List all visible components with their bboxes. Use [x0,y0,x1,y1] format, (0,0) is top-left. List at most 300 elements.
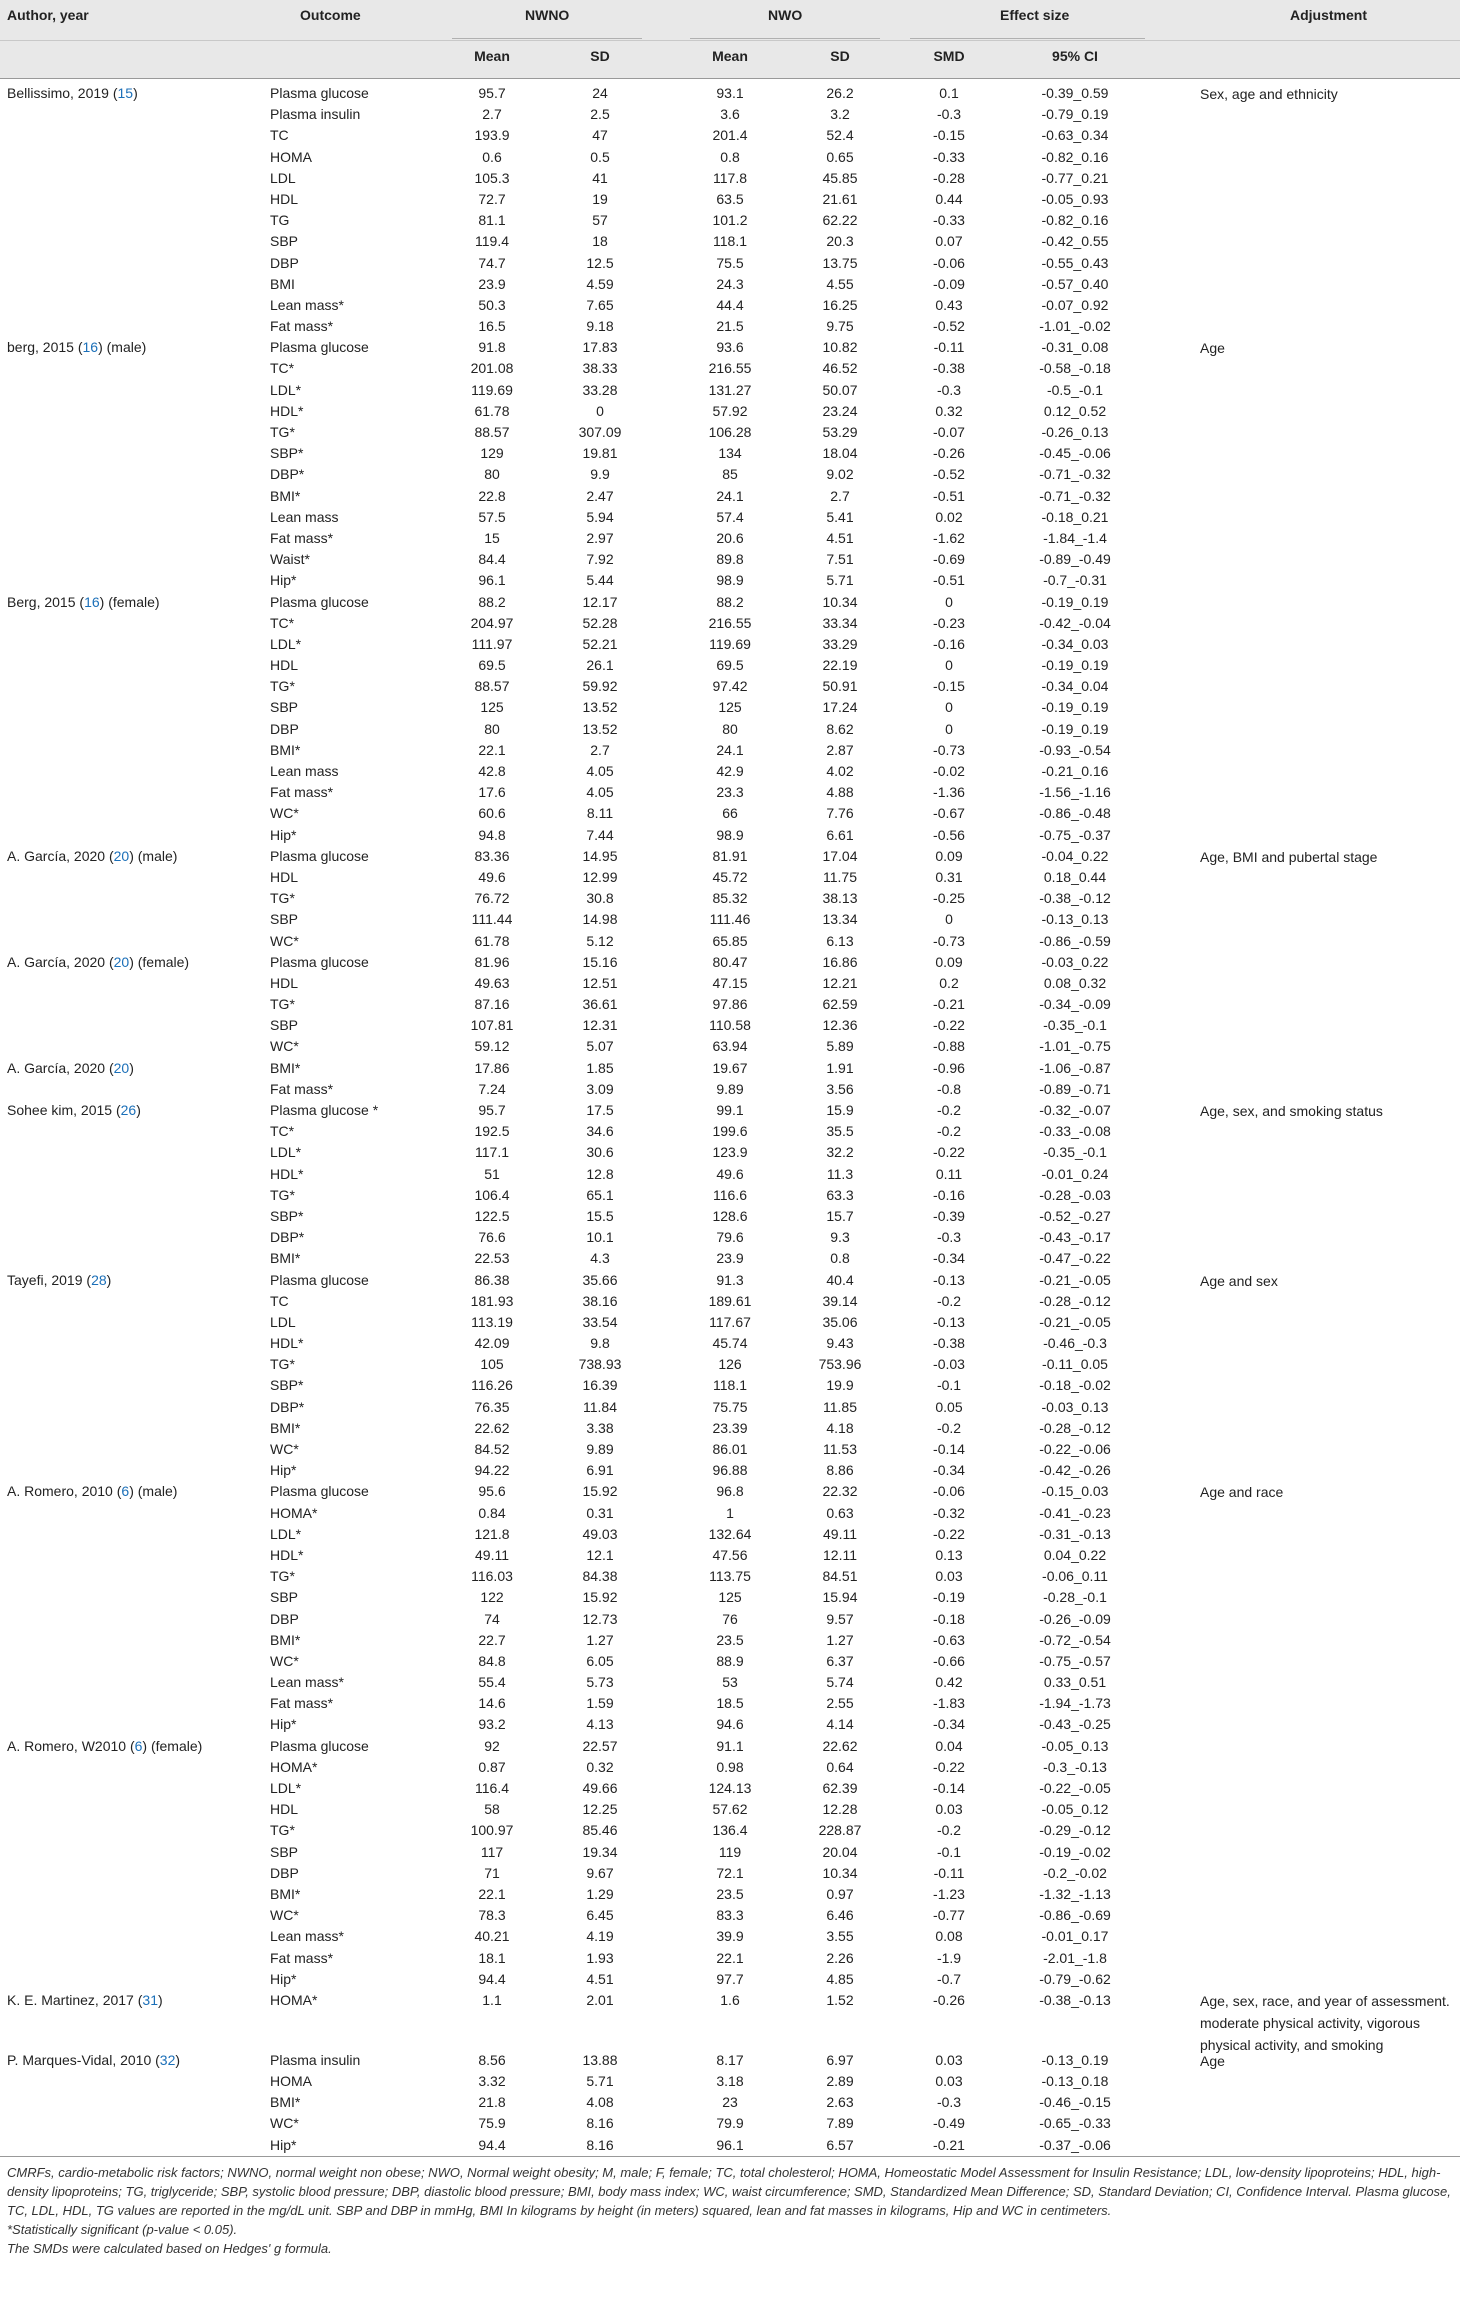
ci-cell: -0.43_-0.17 [1039,1229,1111,1246]
nwno-sd-cell: 19 [592,190,608,207]
nwno-mean-cell: 192.5 [474,1123,510,1140]
effect-underline [910,38,1145,39]
outcome-cell: TG* [270,1356,295,1373]
ci-cell: -0.01_0.24 [1041,1165,1109,1182]
ci-cell: -0.77_0.21 [1041,169,1109,186]
nwo-mean-cell: 57.62 [712,1801,748,1818]
nwo-mean-cell: 63.94 [712,1038,748,1055]
ci-cell: -0.89_-0.71 [1039,1080,1111,1097]
table-row [0,867,1460,888]
nwno-sd-cell: 8.11 [586,805,614,822]
outcome-cell: TG [270,212,290,229]
table-row [0,592,1460,613]
adjustment-cell: Age [1200,2052,1225,2069]
nwno-mean-cell: 87.16 [474,996,510,1013]
ci-cell: -0.06_0.11 [1042,1568,1108,1585]
outcome-cell: BMI* [270,1419,301,1436]
smd-cell: -0.39 [933,1207,965,1224]
nwo-mean-cell: 23 [722,2094,738,2111]
nwo-sd-cell: 21.61 [822,190,858,207]
nwo-mean-cell: 9.89 [716,1080,744,1097]
smd-cell: -0.07 [933,424,965,440]
nwo-mean-cell: 21.5 [716,318,744,335]
nwo-sd-cell: 17.04 [822,847,858,864]
reference-link[interactable]: 26 [120,1102,137,1118]
table-row [0,337,1460,358]
nwno-sd-cell: 15.16 [582,953,618,970]
smd-cell: 0.04 [935,1737,963,1754]
reference-link[interactable]: 31 [142,1991,158,2008]
nwo-mean-cell: 45.72 [712,868,748,885]
smd-cell: 0.31 [935,868,963,885]
table-row [0,274,1460,295]
nwo-sd-cell: 35.5 [826,1123,854,1140]
nwo-mean-cell: 69.5 [716,657,744,674]
nwo-mean-cell: 3.18 [716,2073,744,2090]
nwo-mean-cell: 23.39 [712,1419,748,1436]
nwo-sd-cell: 6.61 [826,826,854,843]
nwo-mean-cell: 119.69 [709,635,751,652]
smd-cell: 0 [945,657,953,674]
nwo-mean-cell: 132.64 [708,1525,752,1542]
nwno-mean-cell: 2.7 [482,106,502,123]
author-text: P. Marques-Vidal, 2010 ( [7,2051,160,2068]
nwo-mean-cell: 99.1 [716,1102,744,1118]
outcome-cell: Hip* [270,1716,297,1733]
nwno-mean-cell: 93.2 [478,1716,506,1733]
nwno-sd-cell: 2.97 [586,529,614,546]
smd-cell: -0.13 [933,1313,965,1330]
table-row [0,973,1460,994]
nwo-sd-cell: 7.76 [826,805,854,822]
nwno-sd-cell: 33.54 [582,1313,618,1330]
nwo-mean-cell: 88.9 [716,1652,744,1669]
smd-cell: -0.34 [933,1250,965,1267]
smd-cell: -0.2 [936,1419,962,1436]
ci-cell: -0.47_-0.22 [1039,1250,1111,1267]
outcome-cell: TC* [270,1123,295,1140]
nwno-sd-cell: 49.66 [582,1780,618,1796]
nwo-mean-cell: 3.6 [720,106,740,123]
nwno-mean-cell: 49.11 [475,1546,509,1563]
smd-cell: 0 [945,593,953,610]
ci-cell: -0.03_0.13 [1041,1398,1109,1415]
smd-cell: -0.11 [933,339,965,356]
outcome-cell: LDL* [270,1525,302,1542]
ci-cell: -0.15_0.03 [1041,1483,1109,1500]
author-text: berg, 2015 ( [7,339,83,356]
author-text: Sohee kim, 2015 ( [7,1102,121,1118]
nwno-mean-cell: 111.97 [471,635,513,652]
smd-cell: -0.51 [933,487,965,504]
nwo-mean-cell: 89.8 [716,551,744,568]
table-row [0,316,1460,337]
nwo-sd-cell: 45.85 [822,169,858,186]
nwo-sd-cell: 5.74 [826,1674,854,1691]
outcome-cell: Hip* [270,826,297,843]
nwo-sd-cell: 53.29 [822,424,858,440]
nwno-sd-cell: 3.09 [586,1080,614,1097]
ci-cell: -0.28_-0.1 [1043,1589,1107,1606]
nwo-sd-cell: 4.88 [826,784,854,801]
ci-cell: -0.79_-0.62 [1039,1970,1111,1987]
outcome-cell: Fat mass* [270,1695,334,1712]
ci-cell: -0.89_-0.49 [1039,551,1111,568]
reference-link[interactable]: 32 [159,2051,176,2068]
smd-cell: 0.43 [935,296,963,313]
ci-cell: -1.84_-1.4 [1043,529,1107,546]
nwno-mean-cell: 8.56 [478,2051,506,2068]
nwo-sd-cell: 33.34 [822,614,858,631]
nwno-sd-cell: 22.57 [582,1737,618,1754]
reference-link[interactable]: 20 [113,953,130,970]
ci-cell: -0.03_0.22 [1041,953,1109,970]
smd-cell: -0.38 [933,1335,965,1352]
nwno-mean-cell: 81.96 [474,953,510,970]
nwno-sd-cell: 5.12 [586,932,614,949]
outcome-cell: BMI* [270,741,301,758]
nwno-mean-cell: 94.4 [478,2136,506,2153]
outcome-cell: WC* [270,2115,299,2132]
nwno-mean-cell: 61.78 [474,932,510,949]
nwno-mean-cell: 105.3 [474,169,510,186]
outcome-cell: Fat mass* [270,529,334,546]
nwno-sd-cell: 0.32 [586,1758,614,1775]
nwo-mean-cell: 128.6 [712,1207,748,1224]
nwo-sd-cell: 3.2 [830,106,850,123]
smd-cell: -0.63 [933,1631,965,1648]
nwo-sd-cell: 753.96 [818,1356,862,1373]
nwo-sd-cell: 10.34 [822,1864,858,1881]
study-author [7,1481,177,1502]
reference-link[interactable]: 20 [113,1059,130,1076]
ci-cell: -0.26_-0.09 [1039,1610,1111,1627]
ci-cell: -0.19_0.19 [1041,593,1109,610]
nwno-mean-cell: 94.4 [478,1970,506,1987]
outcome-cell: Lean mass* [270,296,344,313]
outcome-cell: HDL [270,974,299,991]
outcome-cell: Plasma glucose [270,1737,369,1754]
ci-cell: -0.35_-0.1 [1043,1144,1107,1161]
ci-cell: -0.21_-0.05 [1039,1313,1111,1330]
nwo-mean-cell: 19.67 [712,1059,748,1076]
table-row [0,1100,1460,1121]
outcome-cell: HDL* [270,1335,304,1352]
header-sd-nwno: SD [590,48,610,64]
nwno-mean-cell: 181.93 [470,1292,514,1309]
ci-cell: -0.13_0.13 [1041,911,1109,928]
nwo-sd-cell: 4.51 [826,529,854,546]
nwo-mean-cell: 49.6 [716,1165,744,1182]
table-row [0,1354,1460,1375]
nwno-mean-cell: 7.24 [478,1080,506,1097]
table-row [0,1206,1460,1227]
nwo-mean-cell: 97.42 [712,678,748,695]
smd-cell: 0.09 [935,953,963,970]
nwo-sd-cell: 22.62 [822,1737,858,1754]
ci-cell: -0.5_-0.1 [1046,381,1104,398]
table-row [0,846,1460,867]
nwo-sd-cell: 22.32 [822,1483,858,1500]
nwno-sd-cell: 7.92 [586,551,614,568]
author-suffix: ) [136,1102,141,1118]
nwo-mean-cell: 23.5 [716,1885,744,1902]
nwo-sd-cell: 12.11 [823,1546,857,1563]
nwo-sd-cell: 4.02 [826,763,854,779]
smd-cell: 0.02 [935,508,963,525]
table-row [0,931,1460,952]
smd-cell: -0.69 [933,551,965,568]
ci-cell: -0.46_-0.15 [1039,2094,1111,2111]
table-body [0,79,1460,2156]
outcome-cell: Plasma insulin [270,106,361,123]
nwo-mean-cell: 94.6 [716,1716,744,1733]
smd-cell: -0.34 [933,1716,965,1733]
nwo-sd-cell: 16.86 [822,953,858,970]
nwno-mean-cell: 116.4 [475,1780,509,1796]
smd-cell: -0.22 [933,1144,965,1161]
table-row [0,1926,1460,1947]
reference-link[interactable]: 20 [113,847,130,864]
table-row [0,1248,1460,1269]
smd-cell: -0.38 [933,360,965,377]
nwno-sd-cell: 57 [592,212,608,229]
smd-cell: -0.18 [933,1610,965,1627]
nwo-mean-cell: 98.9 [716,826,744,843]
author-text: A. Romero, W2010 ( [7,1737,135,1754]
nwno-sd-cell: 12.73 [582,1610,618,1627]
smd-cell: -0.09 [933,275,965,292]
outcome-cell: Waist* [270,551,310,568]
reference-link[interactable]: 15 [117,85,134,101]
nwno-sd-cell: 59.92 [582,678,618,695]
nwo-sd-cell: 2.55 [826,1695,854,1712]
table-row [0,570,1460,591]
header-mean-nwno: Mean [474,48,510,64]
table-row [0,1142,1460,1163]
ci-cell: -0.11_0.05 [1042,1356,1108,1373]
nwno-sd-cell: 8.16 [586,2136,614,2153]
nwno-mean-cell: 122 [480,1589,504,1606]
ci-cell: -0.3_-0.13 [1043,1758,1107,1775]
table-row [0,1375,1460,1396]
nwno-mean-cell: 50.3 [478,296,506,313]
nwno-mean-cell: 21.8 [478,2094,506,2111]
smd-cell: -0.3 [936,381,962,398]
nwo-sd-cell: 33.29 [822,635,858,652]
smd-cell: -0.11 [933,1864,965,1881]
nwo-mean-cell: 75.5 [716,254,744,271]
table-row [0,1630,1460,1651]
study-author [7,1736,202,1757]
table-row [0,1969,1460,1990]
table-row [0,1481,1460,1502]
smd-cell: -0.34 [933,1462,965,1479]
outcome-cell: TG* [270,424,295,440]
nwo-mean-cell: 72.1 [716,1864,744,1881]
nwno-mean-cell: 117 [480,1843,504,1860]
outcome-cell: WC* [270,805,299,822]
smd-cell: -0.88 [933,1038,965,1055]
ci-cell: -0.42_0.55 [1041,233,1109,250]
smd-cell: 0.05 [935,1398,963,1415]
table-row [0,2071,1460,2092]
ci-cell: -0.82_0.16 [1041,148,1109,165]
ci-cell: -0.71_-0.32 [1039,466,1111,483]
nwo-mean-cell: 126 [718,1356,742,1373]
nwno-mean-cell: 75.9 [478,2115,506,2132]
nwo-sd-cell: 62.22 [822,212,858,229]
outcome-cell: BMI [270,275,295,292]
author-text: Tayefi, 2019 ( [7,1271,92,1288]
ci-cell: -0.41_-0.23 [1039,1504,1111,1521]
nwno-mean-cell: 119.69 [471,381,513,398]
table-row [0,189,1460,210]
reference-link[interactable]: 16 [84,593,100,610]
ci-cell: -0.18_-0.02 [1039,1377,1111,1394]
nwno-mean-cell: 88.57 [474,424,510,440]
table-row [0,1905,1460,1926]
reference-link[interactable]: 28 [91,1271,107,1288]
table-row [0,1863,1460,1884]
ci-cell: -0.34_-0.09 [1039,996,1111,1013]
nwo-sd-cell: 18.04 [822,445,858,462]
nwo-sd-cell: 0.8 [830,1250,850,1267]
footnote-smd-method: The SMDs were calculated based on Hedges' g formula. [7,2240,332,2256]
nwno-sd-cell: 12.31 [582,1017,618,1034]
author-text: K. E. Martinez, 2017 ( [7,1991,143,2008]
table-row [0,464,1460,485]
smd-cell: 0 [945,720,953,737]
ci-cell: 0.04_0.22 [1043,1546,1107,1563]
nwo-sd-cell: 15.7 [826,1207,854,1224]
smd-cell: -0.19 [933,1589,965,1606]
outcome-cell: SBP* [270,1377,304,1394]
nwno-mean-cell: 49.6 [478,868,506,885]
nwo-mean-cell: 118.1 [713,1377,747,1394]
smd-cell: -0.3 [936,1229,962,1246]
outcome-cell: Hip* [270,2136,297,2153]
nwno-mean-cell: 95.7 [478,1102,506,1118]
nwo-mean-cell: 83.3 [716,1907,744,1924]
table-row [0,952,1460,973]
nwo-mean-cell: 0.8 [720,148,740,165]
outcome-cell: LDL* [270,1144,302,1161]
ci-cell: -0.13_0.19 [1041,2051,1109,2068]
nwo-mean-cell: 22.1 [716,1949,744,1966]
nwo-sd-cell: 13.34 [822,911,858,928]
adjustment-cell: Age, sex, race, and year of assessment. moderate physical activity, vigorous physical activity, and smoking [1200,1992,1450,2053]
nwno-mean-cell: 121.8 [474,1525,510,1542]
table-header-row-2 [0,41,1460,79]
nwo-mean-cell: 125 [718,1589,742,1606]
outcome-cell: BMI* [270,1250,301,1267]
smd-cell: -0.22 [933,1525,965,1542]
ci-cell: -0.34_0.04 [1041,678,1109,695]
table-row [0,613,1460,634]
nwno-sd-cell: 38.33 [582,360,618,377]
nwo-sd-cell: 9.43 [826,1335,854,1352]
nwo-sd-cell: 49.11 [823,1525,857,1542]
nwo-mean-cell: 20.6 [716,529,744,546]
nwno-mean-cell: 3.32 [478,2073,506,2090]
nwo-sd-cell: 12.28 [822,1801,858,1818]
nwno-sd-cell: 4.13 [586,1716,614,1733]
nwo-sd-cell: 23.24 [822,402,858,419]
nwno-mean-cell: 14.6 [478,1695,506,1712]
nwo-mean-cell: 96.88 [712,1462,748,1479]
ci-cell: -0.2_-0.02 [1043,1864,1107,1881]
table-row [0,1545,1460,1566]
nwno-mean-cell: 94.8 [478,826,506,843]
ci-cell: -0.7_-0.31 [1043,572,1107,589]
nwo-sd-cell: 6.37 [826,1652,854,1669]
author-suffix: ) [157,1991,163,2008]
nwno-mean-cell: 84.8 [478,1652,506,1669]
ci-cell: -0.28_-0.03 [1039,1186,1111,1203]
table-row [0,2135,1460,2156]
nwo-sd-cell: 10.82 [822,339,858,356]
nwno-mean-cell: 22.53 [474,1250,510,1267]
footnote-abbreviations: CMRFs, cardio-metabolic risk factors; NWNO, normal weight non obese; NWO, Normal weight obesity; M, male; F, female; TC, total cholesterol; HOMA, Homeostatic Model Assessment for Insulin Resistance; LDL, low-density lipoproteins; HDL, high-density lipoproteins; TG, triglyceride; SBP, systolic blood pressure; DBP, diastolic blood pressure; BMI, body mass index; WC, waist circumference; SMD, Standardized Mean Difference; SD, Standard Deviation; CI, Confidence Interval. Plasma glucose, TC, LDL, HDL, TG values are reported in the mg/dL unit. SBP and DBP in mmHg, BMI In kilograms by height (in meters) squared, lean and fat masses in kilograms, Hip and WC in centimeters. [7,2164,1451,2218]
nwno-mean-cell: 16.5 [478,318,506,335]
nwno-sd-cell: 6.91 [586,1462,614,1479]
nwo-mean-cell: 98.9 [716,572,744,589]
smd-cell: 0.42 [935,1674,963,1691]
reference-link[interactable]: 6 [121,1483,130,1500]
table-row [0,1778,1460,1799]
nwo-mean-cell: 189.61 [708,1292,752,1309]
nwno-sd-cell: 84.38 [582,1568,618,1585]
nwno-sd-cell: 0.5 [590,148,610,165]
nwno-mean-cell: 18.1 [478,1949,506,1966]
ci-cell: -0.75_-0.37 [1039,826,1111,843]
outcome-cell: DBP* [270,466,305,483]
nwno-sd-cell: 4.05 [586,784,614,801]
nwno-mean-cell: 129 [480,445,504,462]
nwno-sd-cell: 15.92 [582,1483,618,1500]
outcome-cell: SBP* [270,1207,304,1224]
author-text: A. García, 2020 ( [7,1059,114,1076]
outcome-cell: WC* [270,1038,299,1055]
outcome-cell: Plasma glucose * [270,1102,379,1118]
nwno-mean-cell: 83.36 [474,847,510,864]
reference-link[interactable]: 16 [82,339,99,356]
nwno-mean-cell: 84.52 [474,1441,510,1457]
table-row [0,1291,1460,1312]
smd-cell: -0.02 [933,763,965,779]
nwno-sd-cell: 36.61 [582,996,618,1013]
nwo-sd-cell: 50.07 [822,381,858,398]
table-row [0,1418,1460,1439]
outcome-cell: SBP* [270,445,304,462]
outcome-cell: TG* [270,890,295,907]
nwo-mean-cell: 116.6 [713,1186,747,1203]
nwno-sd-cell: 4.05 [586,763,614,779]
outcome-cell: Plasma insulin [270,2051,361,2068]
smd-cell: 0.2 [939,974,959,991]
reference-link[interactable]: 6 [134,1737,143,1754]
ci-cell: -0.38_-0.12 [1039,890,1111,907]
nwo-mean-cell: 39.9 [716,1928,744,1945]
nwno-sd-cell: 6.05 [586,1652,614,1669]
table-row [0,2050,1460,2071]
ci-cell: -0.26_0.13 [1041,424,1109,440]
nwno-mean-cell: 105 [480,1356,504,1373]
ci-cell: -0.52_-0.27 [1039,1207,1111,1224]
ci-cell: -0.46_-0.3 [1043,1335,1107,1352]
smd-cell: -0.15 [933,127,965,144]
